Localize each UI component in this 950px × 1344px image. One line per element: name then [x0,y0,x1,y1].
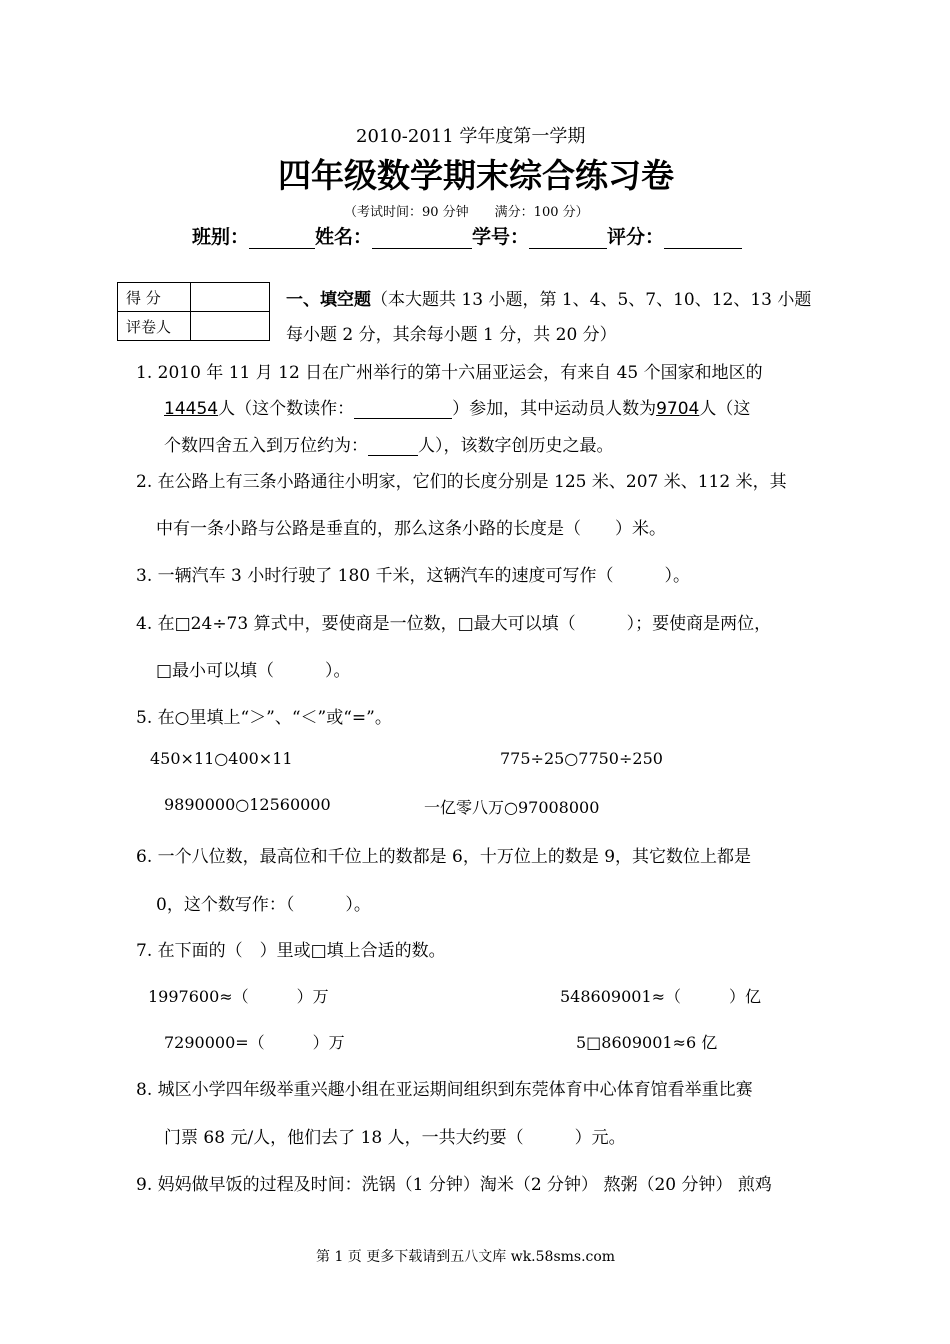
section1-desc-1: （本大题共 13 小题，第 1、4、5、7、10、12、13 小题 [371,290,812,310]
q5-item-3: 9890000○12560000 [164,795,331,814]
q3-line1: 3. 一辆汽车 3 小时行驶了 180 千米，这辆汽车的速度可写作（ ）。 [136,566,691,586]
q9-line1: 9. 妈妈做早饭的过程及时间：洗锅（1 分钟）淘米（2 分钟） 熬粥（20 分钟） 煎鸡 [136,1175,772,1195]
name-label: 姓名： [315,226,373,248]
q1-text-d: 个数四舍五入到万位约为： [164,436,368,456]
q1-text-b: ）参加，其中运动员人数为 [452,399,657,419]
number-label: 学号： [472,226,530,248]
section1-line1 [286,285,811,310]
q5-item-4: 一亿零八万○97008000 [424,798,600,817]
q7-item-4: 5□8609001≈6 亿 [576,1033,718,1052]
class-label: 班别： [192,226,250,248]
q1-line3 [164,431,614,456]
score-box-label: 得 分 [118,283,191,312]
student-fields [192,222,742,249]
q5-item-1: 450×11○400×11 [150,749,293,768]
q1-blank-reading[interactable] [354,400,452,419]
class-blank[interactable] [249,230,315,249]
name-blank[interactable] [372,230,472,249]
q1-text-e: 人），该数字创历史之最。 [418,436,614,456]
q7-line1: 7. 在下面的（ ）里或□填上合适的数。 [136,941,446,961]
section1-heading: 一、填空题 [286,290,371,310]
exam-term: 2010-2011 学年度第一学期 [356,126,586,147]
q7-item-1: 1997600≈（ ）万 [148,987,329,1006]
q6-line1: 6. 一个八位数，最高位和千位上的数都是 6，十万位上的数是 9，其它数位上都是 [136,847,752,867]
q4-line2: □最小可以填（ ）。 [156,661,351,681]
q4-line1: 4. 在□24÷73 算式中，要使商是一位数，□最大可以填（ ）；要使商是两位， [136,614,772,634]
grader-box-label: 评卷人 [118,312,191,341]
q8-line2: 门票 68 元/人，他们去了 18 人，一共大约要（ ）元。 [164,1128,626,1148]
section1-desc-2: 每小题 2 分，其余每小题 1 分，共 20 分） [286,325,617,345]
q1-number-2: 9704 [656,399,700,419]
q1-number-1: 14454 [164,399,219,419]
score-box [117,282,270,341]
exam-info: （考试时间：90 分钟 满分：100 分） [344,205,589,220]
q5-item-2: 775÷25○7750÷250 [500,749,663,768]
q1-blank-rounded[interactable] [368,437,418,456]
score-box-value[interactable] [191,283,270,312]
score-blank[interactable] [664,230,742,249]
q7-item-2: 548609001≈（ ）亿 [560,987,762,1006]
q1-text-a: 人（这个数读作： [218,399,355,419]
number-blank[interactable] [529,230,607,249]
page-footer: 第 1 页 更多下载请到五八文库 wk.58sms.com [316,1249,616,1265]
page-title: 四年级数学期末综合练习卷 [278,156,674,195]
q5-line1: 5. 在○里填上“＞”、“＜”或“=”。 [136,708,392,728]
q2-line2: 中有一条小路与公路是垂直的，那么这条小路的长度是（ ）米。 [156,519,666,539]
score-label: 评分： [607,226,665,248]
q1-text-c: 人（这 [699,399,751,419]
grader-box-value[interactable] [191,312,270,341]
q7-item-3: 7290000=（ ）万 [164,1033,345,1052]
q2-line1: 2. 在公路上有三条小路通往小明家，它们的长度分别是 125 米、207 米、112 米，其 [136,472,787,492]
q8-line1: 8. 城区小学四年级举重兴趣小组在亚运期间组织到东莞体育中心体育馆看举重比赛 [136,1080,753,1100]
q1-line2 [164,394,750,419]
q1-line1: 1. 2010 年 11 月 12 日在广州举行的第十六届亚运会，有来自 45 个国家和地区的 [136,363,763,383]
q6-line2: 0，这个数写作：（ ）。 [156,895,371,915]
